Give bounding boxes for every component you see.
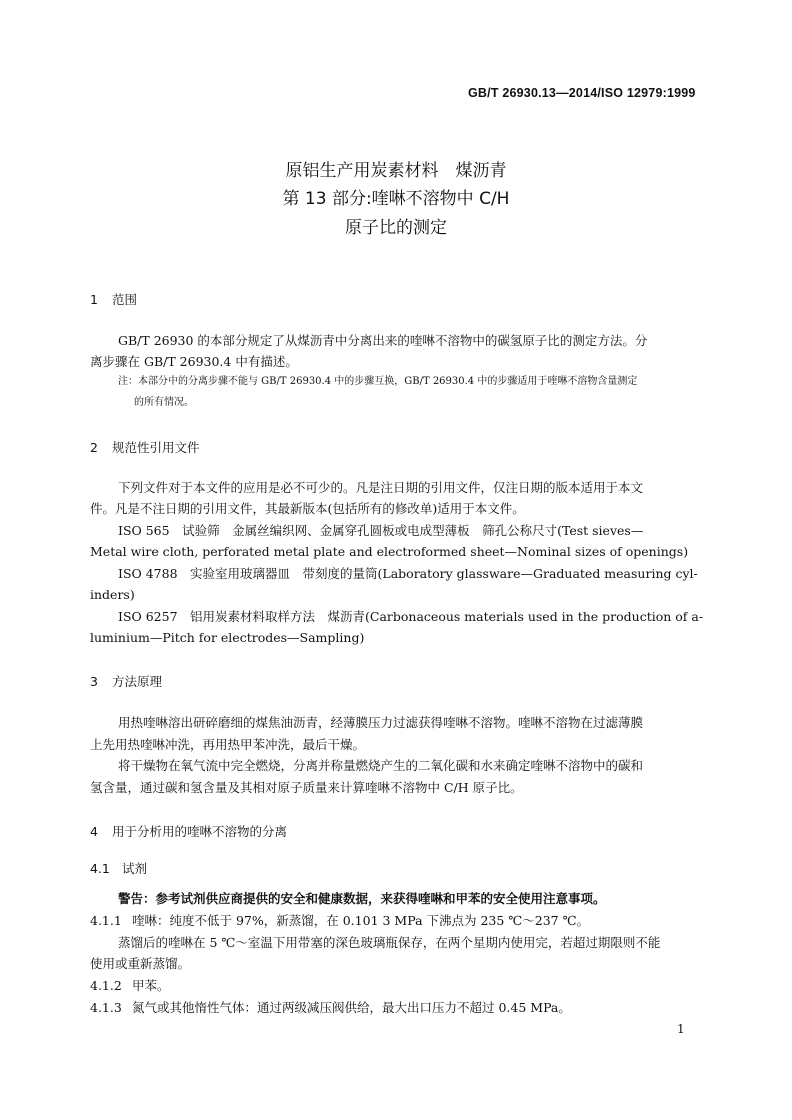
standard-code: GB/T 26930.13—2014/ISO 12979:1999 — [468, 86, 696, 100]
section-number: 4 — [90, 824, 98, 839]
note-line: 的所有情况。 — [134, 397, 194, 408]
reference-line: ISO 6257 铝用炭素材料取样方法 煤沥青(Carbonaceous materials used in the production of a- — [118, 609, 704, 624]
title-line-1: 原铝生产用炭素材料 煤沥青 — [285, 161, 507, 181]
subsection-number: 4.1 — [90, 861, 110, 876]
paragraph-line: 件。凡是不注日期的引用文件，其最新版本(包括所有的修改单)适用于本文件。 — [90, 501, 525, 516]
item-number: 4.1.1 — [90, 913, 122, 928]
paragraph-line: 下列文件对于本文件的应用是必不可少的。凡是注日期的引用文件，仅注日期的版本适用于本文 — [118, 480, 644, 495]
section-title: 用于分析用的喹啉不溶物的分离 — [112, 824, 288, 839]
reference-line: luminium—Pitch for electrodes—Sampling) — [90, 630, 365, 645]
item-text: 氮气或其他惰性气体：通过两级减压阀供给，最大出口压力不超过 0.45 MPa。 — [132, 1000, 571, 1015]
item-text: 喹啉：纯度不低于 97%，新蒸馏，在 0.101 3 MPa 下沸点为 235 ℃～237 ℃。 — [132, 913, 590, 928]
item-number: 4.1.3 — [90, 1000, 122, 1015]
title-line-2: 第 13 部分:喹啉不溶物中 C/H — [282, 189, 510, 209]
reference-line: Metal wire cloth, perforated metal plate and electroformed sheet—Nominal sizes of openings) — [90, 544, 689, 559]
section-2-heading — [90, 438, 200, 456]
item-4-1-2 — [90, 975, 170, 996]
reference-line: ISO 565 试验筛 金属丝编织网、金属穿孔圆板或电成型薄板 筛孔公称尺寸(Test sieves— — [118, 523, 644, 538]
title-line-3: 原子比的测定 — [345, 218, 447, 238]
paragraph-line: 蒸馏后的喹啉在 5 ℃～室温下用带塞的深色玻璃瓶保存，在两个星期内使用完，若超过期限则不能 — [118, 935, 661, 950]
subsection-title: 试剂 — [122, 861, 148, 876]
paragraph-line: 用热喹啉溶出研碎磨细的煤焦油沥青，经薄膜压力过滤获得喹啉不溶物。喹啉不溶物在过滤薄膜 — [118, 715, 644, 730]
item-4-1-3 — [90, 997, 571, 1018]
paragraph-line: 使用或重新蒸馏。 — [90, 956, 191, 971]
paragraph-line: 上先用热喹啉冲洗，再用热甲苯冲洗，最后干燥。 — [90, 737, 366, 752]
reference-line: ISO 4788 实验室用玻璃器皿 带刻度的量筒(Laboratory glassware—Graduated measuring cyl- — [118, 566, 698, 581]
section-title: 规范性引用文件 — [112, 440, 200, 455]
note-line: 注：本部分中的分离步骤不能与 GB/T 26930.4 中的步骤互换，GB/T 26930.4 中的步骤适用于喹啉不溶物含量测定 — [118, 376, 638, 387]
item-text: 甲苯。 — [132, 978, 170, 993]
safety-warning: 警告：参考试剂供应商提供的安全和健康数据，来获得喹啉和甲苯的安全使用注意事项。 — [118, 891, 606, 906]
section-number: 3 — [90, 674, 98, 689]
section-title: 方法原理 — [112, 674, 163, 689]
section-1-heading — [90, 290, 137, 308]
paragraph-line: 氢含量，通过碳和氢含量及其相对原子质量来计算喹啉不溶物中 C/H 原子比。 — [90, 780, 523, 795]
section-4-heading — [90, 822, 287, 840]
item-4-1-1 — [90, 910, 589, 931]
section-number: 2 — [90, 440, 98, 455]
section-title: 范围 — [112, 292, 138, 307]
item-number: 4.1.2 — [90, 978, 122, 993]
section-3-heading — [90, 672, 162, 690]
page-number: 1 — [677, 1022, 685, 1036]
paragraph-line: 离步骤在 GB/T 26930.4 中有描述。 — [90, 354, 298, 369]
paragraph-line: GB/T 26930 的本部分规定了从煤沥青中分离出来的喹啉不溶物中的碳氢原子比的测定方法。分 — [118, 333, 648, 348]
paragraph-line: 将干燥物在氧气流中完全燃烧，分离并称量燃烧产生的二氧化碳和水来确定喹啉不溶物中的碳和 — [118, 758, 644, 773]
subsection-4-1-heading — [90, 859, 147, 877]
section-number: 1 — [90, 292, 98, 307]
reference-line: inders) — [90, 587, 135, 602]
